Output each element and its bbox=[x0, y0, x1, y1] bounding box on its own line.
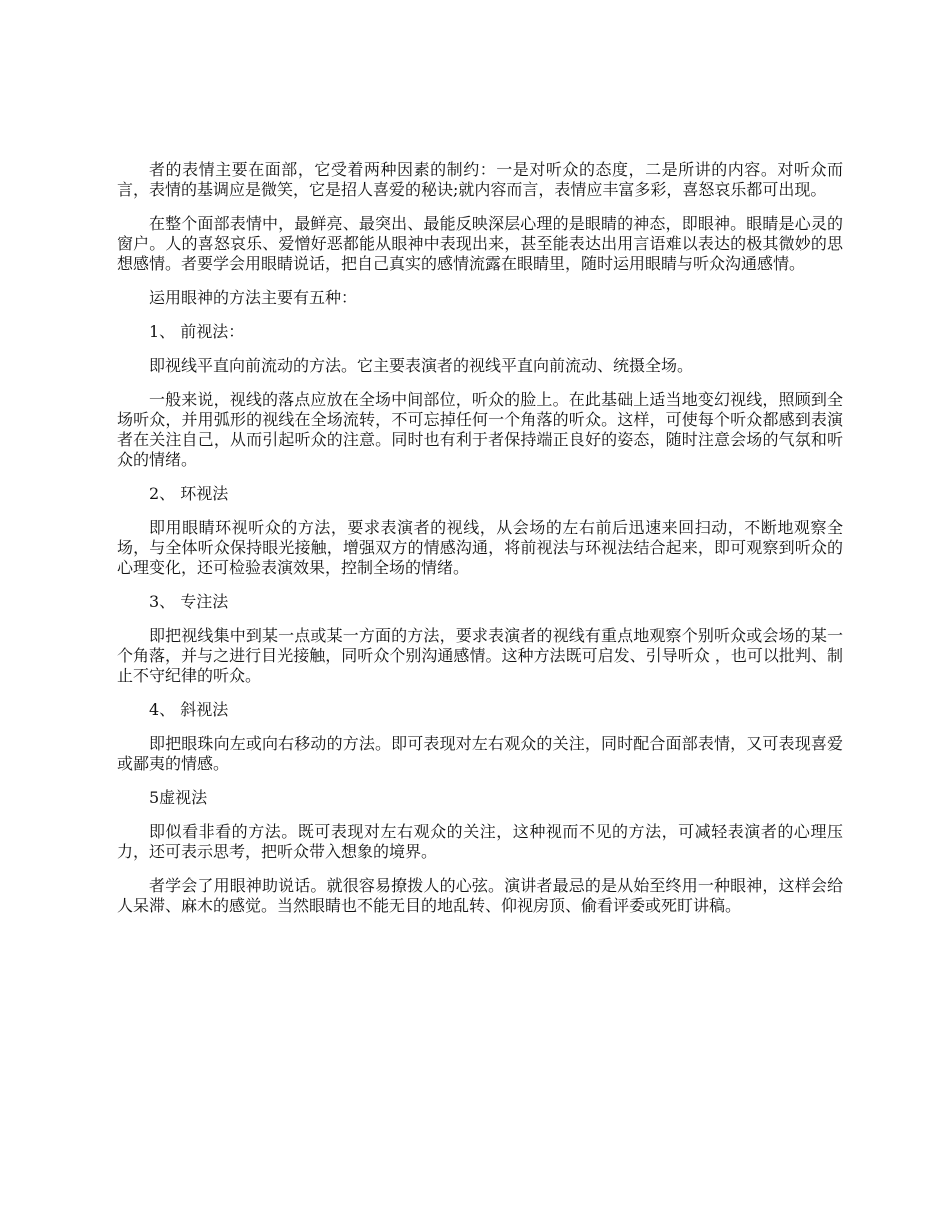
paragraph-conclusion: 者学会了用眼神助说话。就很容易撩拨人的心弦。演讲者最忌的是从始至终用一种眼神，这样会给人呆滞、麻木的感觉。当然眼睛也不能无目的地乱转、仰视房顶、偷看评委或死盯讲稿。 bbox=[117, 876, 843, 915]
paragraph-focused-gaze: 即把视线集中到某一点或某一方面的方法，要求表演者的视线有重点地观察个别听众或会场的某一个角落，并与之进行目光接触，同听众个别沟通感情。这种方法既可启发、引导听众 ，也可以批判、制止不守纪律的听众。 bbox=[117, 626, 843, 685]
paragraph-forward-gaze-definition: 即视线平直向前流动的方法。它主要表演者的视线平直向前流动、统摄全场。 bbox=[149, 356, 694, 375]
paragraph-eye-expression: 在整个面部表情中，最鲜亮、最突出、最能反映深层心理的是眼睛的神态，即眼神。眼睛是心灵的窗户。人的喜怒哀乐、爱憎好恶都能从眼神中表现出来，甚至能表达出用言语难以表达的极其微妙的思想感情。者要学会用眼睛说话，把自己真实的感情流露在眼睛里，随时运用眼睛与听众沟通感情。 bbox=[117, 214, 843, 273]
paragraph-side-gaze: 即把眼珠向左或向右移动的方法。即可表现对左右观众的关注，同时配合面部表情，又可表现喜爱或鄙夷的情感。 bbox=[117, 734, 843, 773]
paragraph-forward-gaze-detail: 一般来说，视线的落点应放在全场中间部位，听众的脸上。在此基础上适当地变幻视线，照顾到全场听众，并用弧形的视线在全场流转，不可忘掉任何一个角落的听众。这样，可使每个听众都感到表演者在关注自己，从而引起听众的注意。同时也有利于者保持端正良好的姿态，随时注意会场的气氛和听众的情绪。 bbox=[117, 390, 843, 469]
paragraph-scanning-gaze: 即用眼睛环视听众的方法，要求表演者的视线，从会场的左右前后迅速来回扫动，不断地观察全场，与全体听众保持眼光接触，增强双方的情感沟通，将前视法与环视法结合起来，即可观察到听众的心理变化，还可检验表演效果，控制全场的情绪。 bbox=[117, 518, 843, 577]
paragraph-facial-expression: 者的表情主要在面部，它受着两种因素的制约：一是对听众的态度，二是所讲的内容。对听众而言，表情的基调应是微笑，它是招人喜爱的秘诀;就内容而言，表情应丰富多彩，喜怒哀乐都可出现。 bbox=[117, 160, 843, 199]
paragraph-virtual-gaze: 即似看非看的方法。既可表现对左右观众的关注，这种视而不见的方法，可减轻表演者的心理压力，还可表示思考，把听众带入想象的境界。 bbox=[117, 822, 843, 861]
heading-focused-gaze: 3、 专注法 bbox=[149, 592, 229, 611]
paragraph-methods-intro: 运用眼神的方法主要有五种： bbox=[149, 288, 358, 307]
heading-forward-gaze: 1、 前视法： bbox=[149, 322, 245, 341]
heading-scanning-gaze: 2、 环视法 bbox=[149, 484, 229, 503]
heading-virtual-gaze: 5虚视法 bbox=[149, 788, 208, 807]
heading-side-gaze: 4、 斜视法 bbox=[149, 700, 229, 719]
document-body bbox=[117, 160, 843, 930]
